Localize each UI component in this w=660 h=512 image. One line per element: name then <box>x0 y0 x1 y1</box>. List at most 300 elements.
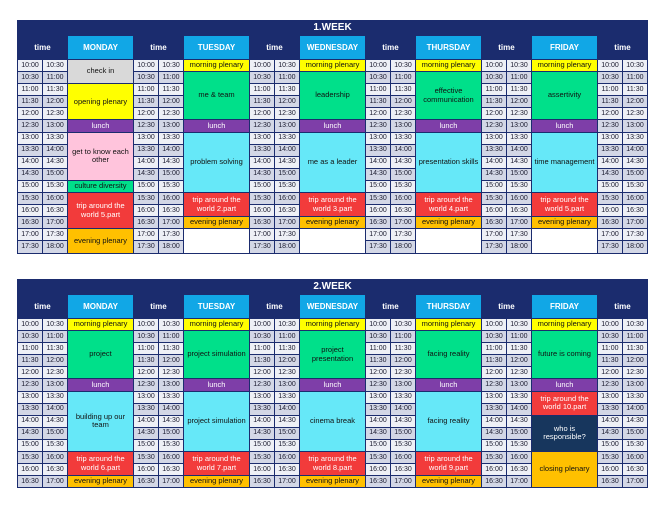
slot-end-time: 14:00 <box>623 144 648 156</box>
slot-start-time: 17:00 <box>598 229 623 241</box>
time-row <box>18 391 648 403</box>
time-header: time <box>18 295 68 319</box>
slot-end-time: 16:30 <box>391 464 416 476</box>
session-cell: trip around the world 6.part <box>68 452 134 476</box>
slot-end-time: 13:00 <box>623 120 648 132</box>
slot-start-time: 13:00 <box>250 132 275 144</box>
day-header-thursday: THURSDAY <box>416 295 482 319</box>
slot-start-time: 16:00 <box>18 464 43 476</box>
slot-start-time: 14:00 <box>250 156 275 168</box>
slot-end-time: 12:00 <box>507 96 532 108</box>
slot-end-time: 10:30 <box>623 60 648 72</box>
slot-end-time: 14:00 <box>275 144 300 156</box>
slot-start-time: 10:30 <box>134 72 159 84</box>
slot-start-time: 14:30 <box>598 168 623 180</box>
time-header: time <box>18 36 68 60</box>
slot-end-time: 13:30 <box>275 391 300 403</box>
slot-start-time: 17:00 <box>134 229 159 241</box>
slot-start-time: 11:00 <box>250 84 275 96</box>
slot-start-time: 11:00 <box>18 343 43 355</box>
slot-end-time: 13:00 <box>275 120 300 132</box>
slot-end-time: 15:00 <box>43 168 68 180</box>
slot-start-time: 11:00 <box>598 84 623 96</box>
slot-end-time: 11:30 <box>275 343 300 355</box>
slot-start-time: 13:30 <box>250 403 275 415</box>
slot-end-time: 17:30 <box>275 229 300 241</box>
slot-end-time: 11:30 <box>623 343 648 355</box>
slot-end-time: 15:30 <box>507 180 532 192</box>
slot-start-time: 12:30 <box>18 379 43 391</box>
slot-end-time: 11:30 <box>623 84 648 96</box>
slot-start-time: 14:30 <box>482 427 507 439</box>
slot-end-time: 15:00 <box>623 427 648 439</box>
slot-start-time: 14:00 <box>366 156 391 168</box>
slot-start-time: 12:00 <box>250 367 275 379</box>
time-row <box>18 331 648 343</box>
slot-end-time: 12:00 <box>43 355 68 367</box>
slot-start-time: 16:30 <box>482 217 507 229</box>
slot-start-time: 12:30 <box>598 379 623 391</box>
slot-start-time: 13:00 <box>18 391 43 403</box>
slot-start-time: 14:00 <box>366 415 391 427</box>
slot-start-time: 13:30 <box>18 403 43 415</box>
week-2-body <box>18 280 648 488</box>
slot-end-time: 13:00 <box>623 379 648 391</box>
slot-end-time: 17:00 <box>159 217 184 229</box>
slot-end-time: 14:00 <box>507 144 532 156</box>
slot-start-time: 10:00 <box>598 60 623 72</box>
slot-end-time: 13:30 <box>391 391 416 403</box>
slot-start-time: 15:30 <box>366 452 391 464</box>
slot-end-time: 15:00 <box>275 168 300 180</box>
slot-end-time: 16:00 <box>507 193 532 205</box>
slot-start-time: 11:00 <box>134 343 159 355</box>
slot-start-time: 11:30 <box>134 355 159 367</box>
slot-start-time: 10:30 <box>598 72 623 84</box>
slot-end-time: 11:30 <box>159 343 184 355</box>
slot-end-time: 16:00 <box>43 193 68 205</box>
slot-end-time: 16:30 <box>159 205 184 217</box>
slot-start-time: 14:00 <box>598 156 623 168</box>
slot-end-time: 17:00 <box>623 217 648 229</box>
slot-end-time: 13:00 <box>43 120 68 132</box>
slot-start-time: 16:00 <box>366 205 391 217</box>
slot-start-time: 13:00 <box>366 132 391 144</box>
slot-start-time: 16:30 <box>598 476 623 488</box>
slot-end-time: 12:30 <box>159 108 184 120</box>
slot-start-time: 17:00 <box>250 229 275 241</box>
slot-start-time: 13:30 <box>482 144 507 156</box>
slot-end-time: 11:00 <box>507 72 532 84</box>
slot-start-time: 13:30 <box>598 403 623 415</box>
slot-end-time: 15:00 <box>391 168 416 180</box>
slot-end-time: 17:00 <box>623 476 648 488</box>
slot-start-time: 15:30 <box>250 193 275 205</box>
slot-start-time: 10:00 <box>18 60 43 72</box>
slot-start-time: 16:30 <box>598 217 623 229</box>
slot-start-time: 13:30 <box>134 403 159 415</box>
session-cell: lunch <box>532 120 598 132</box>
session-cell: evening plenary <box>532 217 598 229</box>
slot-end-time: 16:00 <box>391 193 416 205</box>
slot-start-time: 17:30 <box>598 241 623 253</box>
slot-start-time: 15:00 <box>366 180 391 192</box>
slot-start-time: 10:30 <box>134 331 159 343</box>
slot-start-time: 16:30 <box>18 476 43 488</box>
slot-start-time: 11:30 <box>366 355 391 367</box>
slot-end-time: 12:00 <box>507 355 532 367</box>
slot-end-time: 14:30 <box>391 156 416 168</box>
session-cell: culture diversity <box>68 180 134 192</box>
slot-end-time: 13:30 <box>391 132 416 144</box>
slot-end-time: 12:00 <box>391 355 416 367</box>
session-cell: project simulation <box>184 331 250 379</box>
slot-end-time: 10:30 <box>43 319 68 331</box>
day-header-tuesday: TUESDAY <box>184 295 250 319</box>
slot-start-time: 10:00 <box>482 319 507 331</box>
slot-start-time: 10:00 <box>134 319 159 331</box>
slot-start-time: 12:30 <box>250 120 275 132</box>
slot-start-time: 11:00 <box>134 84 159 96</box>
session-cell: lunch <box>68 379 134 391</box>
slot-end-time: 16:30 <box>275 464 300 476</box>
session-cell: get to know each other <box>68 132 134 180</box>
session-cell: facing reality <box>416 391 482 451</box>
slot-start-time: 16:00 <box>598 205 623 217</box>
slot-end-time: 14:30 <box>623 415 648 427</box>
slot-end-time: 10:30 <box>43 60 68 72</box>
day-header-monday: MONDAY <box>68 36 134 60</box>
slot-end-time: 13:30 <box>507 132 532 144</box>
slot-start-time: 12:30 <box>366 379 391 391</box>
session-cell: trip around the world 3.part <box>300 193 366 217</box>
session-cell: future is coming <box>532 331 598 379</box>
session-cell: trip around the world 8.part <box>300 452 366 476</box>
session-cell: evening plenary <box>416 217 482 229</box>
session-cell: evening plenary <box>68 476 134 488</box>
slot-start-time: 12:30 <box>598 120 623 132</box>
day-header-wednesday: WEDNESDAY <box>300 36 366 60</box>
session-cell: closing plenary <box>532 452 598 488</box>
slot-end-time: 12:00 <box>623 355 648 367</box>
slot-end-time: 12:00 <box>623 96 648 108</box>
slot-start-time: 13:00 <box>18 132 43 144</box>
slot-end-time: 11:00 <box>43 72 68 84</box>
slot-end-time: 15:30 <box>159 180 184 192</box>
slot-end-time: 10:30 <box>159 60 184 72</box>
slot-start-time: 10:00 <box>250 319 275 331</box>
slot-start-time: 16:00 <box>366 464 391 476</box>
session-cell: trip around the world 5.part <box>68 193 134 229</box>
slot-end-time: 18:00 <box>507 241 532 253</box>
slot-start-time: 17:30 <box>366 241 391 253</box>
slot-start-time: 16:00 <box>250 205 275 217</box>
session-cell: lunch <box>68 120 134 132</box>
session-cell: check in <box>68 60 134 84</box>
slot-end-time: 11:30 <box>159 84 184 96</box>
slot-end-time: 14:00 <box>43 144 68 156</box>
slot-end-time: 17:00 <box>391 476 416 488</box>
day-header-row <box>18 36 648 60</box>
slot-end-time: 16:00 <box>159 452 184 464</box>
slot-start-time: 10:00 <box>250 60 275 72</box>
slot-start-time: 14:30 <box>250 168 275 180</box>
slot-end-time: 17:30 <box>43 229 68 241</box>
slot-start-time: 10:00 <box>366 319 391 331</box>
slot-end-time: 12:30 <box>275 367 300 379</box>
slot-end-time: 16:00 <box>159 193 184 205</box>
slot-start-time: 14:00 <box>598 415 623 427</box>
slot-start-time: 14:00 <box>482 156 507 168</box>
slot-start-time: 10:30 <box>18 72 43 84</box>
slot-end-time: 11:00 <box>159 331 184 343</box>
slot-start-time: 15:00 <box>250 439 275 451</box>
slot-end-time: 13:00 <box>507 379 532 391</box>
slot-end-time: 16:30 <box>275 205 300 217</box>
slot-end-time: 16:30 <box>623 464 648 476</box>
slot-start-time: 15:00 <box>598 180 623 192</box>
slot-end-time: 17:00 <box>43 217 68 229</box>
week-title-row <box>18 280 648 295</box>
session-cell: me as a leader <box>300 132 366 192</box>
slot-end-time: 13:00 <box>43 379 68 391</box>
slot-start-time: 17:30 <box>250 241 275 253</box>
slot-end-time: 15:00 <box>623 168 648 180</box>
slot-end-time: 16:00 <box>391 452 416 464</box>
slot-start-time: 16:00 <box>482 464 507 476</box>
slot-end-time: 10:30 <box>623 319 648 331</box>
time-row <box>18 452 648 464</box>
slot-end-time: 13:00 <box>275 379 300 391</box>
slot-end-time: 11:30 <box>43 343 68 355</box>
slot-start-time: 15:30 <box>18 452 43 464</box>
slot-start-time: 12:00 <box>598 108 623 120</box>
day-header-friday: FRIDAY <box>532 36 598 60</box>
session-cell: morning plenary <box>184 319 250 331</box>
slot-end-time: 11:00 <box>507 331 532 343</box>
slot-start-time: 17:00 <box>482 229 507 241</box>
slot-start-time: 15:30 <box>482 452 507 464</box>
slot-start-time: 14:00 <box>18 156 43 168</box>
slot-end-time: 13:30 <box>275 132 300 144</box>
time-header: time <box>250 295 300 319</box>
slot-start-time: 12:00 <box>134 367 159 379</box>
slot-start-time: 12:30 <box>482 120 507 132</box>
slot-start-time: 10:30 <box>366 72 391 84</box>
slot-end-time: 16:00 <box>275 193 300 205</box>
slot-end-time: 14:00 <box>275 403 300 415</box>
slot-start-time: 11:00 <box>366 84 391 96</box>
slot-end-time: 12:00 <box>391 96 416 108</box>
slot-end-time: 14:30 <box>159 156 184 168</box>
session-cell: project <box>68 331 134 379</box>
slot-start-time: 11:00 <box>366 343 391 355</box>
session-cell: cinema break <box>300 391 366 451</box>
slot-start-time: 12:00 <box>482 108 507 120</box>
slot-start-time: 14:00 <box>250 415 275 427</box>
session-cell: time management <box>532 132 598 192</box>
slot-start-time: 12:30 <box>134 379 159 391</box>
slot-start-time: 14:30 <box>134 427 159 439</box>
slot-end-time: 15:30 <box>275 439 300 451</box>
slot-start-time: 14:00 <box>482 415 507 427</box>
slot-start-time: 13:00 <box>366 391 391 403</box>
slot-end-time: 12:30 <box>623 367 648 379</box>
slot-start-time: 17:30 <box>134 241 159 253</box>
slot-end-time: 12:30 <box>43 367 68 379</box>
session-cell: evening plenary <box>300 476 366 488</box>
slot-end-time: 16:30 <box>507 464 532 476</box>
slot-end-time: 18:00 <box>159 241 184 253</box>
slot-end-time: 13:30 <box>159 391 184 403</box>
slot-start-time: 15:30 <box>598 193 623 205</box>
slot-end-time: 12:00 <box>275 355 300 367</box>
slot-end-time: 14:30 <box>275 156 300 168</box>
slot-start-time: 13:00 <box>482 132 507 144</box>
time-row <box>18 379 648 391</box>
slot-end-time: 14:00 <box>623 403 648 415</box>
slot-start-time: 14:30 <box>366 168 391 180</box>
session-cell: morning plenary <box>300 319 366 331</box>
slot-start-time: 15:00 <box>134 180 159 192</box>
day-header-friday: FRIDAY <box>532 295 598 319</box>
slot-start-time: 13:30 <box>482 403 507 415</box>
slot-end-time: 10:30 <box>275 319 300 331</box>
time-row <box>18 132 648 144</box>
slot-end-time: 13:30 <box>623 132 648 144</box>
day-header-tuesday: TUESDAY <box>184 36 250 60</box>
slot-start-time: 15:00 <box>18 439 43 451</box>
week-2-schedule-table <box>17 279 648 488</box>
slot-start-time: 13:30 <box>250 144 275 156</box>
slot-end-time: 12:00 <box>43 96 68 108</box>
slot-start-time: 10:00 <box>134 60 159 72</box>
slot-start-time: 16:00 <box>598 464 623 476</box>
session-cell: morning plenary <box>184 60 250 72</box>
slot-end-time: 13:30 <box>43 391 68 403</box>
slot-end-time: 15:00 <box>275 427 300 439</box>
day-header-monday: MONDAY <box>68 295 134 319</box>
slot-end-time: 15:30 <box>43 180 68 192</box>
session-cell: trip around the world 4.part <box>416 193 482 217</box>
slot-start-time: 11:00 <box>482 343 507 355</box>
session-cell: who is responsible? <box>532 415 598 451</box>
slot-start-time: 11:30 <box>134 96 159 108</box>
slot-start-time: 11:00 <box>482 84 507 96</box>
slot-end-time: 17:00 <box>507 217 532 229</box>
slot-start-time: 14:30 <box>482 168 507 180</box>
slot-start-time: 13:30 <box>134 144 159 156</box>
session-cell: morning plenary <box>532 319 598 331</box>
slot-start-time: 11:00 <box>598 343 623 355</box>
session-cell: trip around the world 9.part <box>416 452 482 476</box>
slot-end-time: 17:30 <box>623 229 648 241</box>
slot-start-time: 13:30 <box>366 403 391 415</box>
slot-end-time: 15:00 <box>43 427 68 439</box>
slot-end-time: 15:30 <box>623 180 648 192</box>
slot-end-time: 11:00 <box>275 331 300 343</box>
day-header-thursday: THURSDAY <box>416 36 482 60</box>
slot-start-time: 16:30 <box>482 476 507 488</box>
slot-end-time: 15:00 <box>159 168 184 180</box>
slot-end-time: 14:00 <box>43 403 68 415</box>
slot-start-time: 12:00 <box>482 367 507 379</box>
slot-start-time: 16:00 <box>482 205 507 217</box>
slot-end-time: 12:30 <box>159 367 184 379</box>
slot-end-time: 12:30 <box>391 108 416 120</box>
slot-start-time: 10:30 <box>598 331 623 343</box>
slot-end-time: 14:30 <box>391 415 416 427</box>
slot-end-time: 17:00 <box>391 217 416 229</box>
slot-end-time: 14:30 <box>507 415 532 427</box>
slot-end-time: 12:30 <box>507 367 532 379</box>
slot-end-time: 18:00 <box>391 241 416 253</box>
slot-start-time: 15:00 <box>598 439 623 451</box>
day-header-row <box>18 295 648 319</box>
slot-end-time: 17:00 <box>275 476 300 488</box>
slot-end-time: 15:30 <box>623 439 648 451</box>
slot-end-time: 18:00 <box>623 241 648 253</box>
session-cell: morning plenary <box>300 60 366 72</box>
slot-end-time: 11:00 <box>623 331 648 343</box>
slot-start-time: 11:00 <box>18 84 43 96</box>
slot-end-time: 11:00 <box>391 331 416 343</box>
slot-start-time: 15:00 <box>482 180 507 192</box>
week-1-schedule-table <box>17 20 648 254</box>
slot-end-time: 10:30 <box>507 60 532 72</box>
session-cell <box>532 229 598 253</box>
slot-end-time: 14:00 <box>391 144 416 156</box>
time-header: time <box>598 295 648 319</box>
day-header-wednesday: WEDNESDAY <box>300 295 366 319</box>
slot-start-time: 10:00 <box>366 60 391 72</box>
slot-end-time: 13:00 <box>159 120 184 132</box>
slot-end-time: 13:00 <box>391 120 416 132</box>
slot-start-time: 16:30 <box>134 476 159 488</box>
slot-end-time: 14:30 <box>43 156 68 168</box>
slot-start-time: 10:30 <box>18 331 43 343</box>
time-header: time <box>482 36 532 60</box>
slot-start-time: 14:00 <box>134 415 159 427</box>
session-cell: trip around the world 2.part <box>184 193 250 217</box>
slot-end-time: 11:00 <box>623 72 648 84</box>
time-header: time <box>134 295 184 319</box>
slot-end-time: 16:30 <box>507 205 532 217</box>
slot-end-time: 11:00 <box>159 72 184 84</box>
slot-start-time: 16:30 <box>366 217 391 229</box>
slot-end-time: 15:00 <box>507 168 532 180</box>
slot-end-time: 16:00 <box>623 452 648 464</box>
slot-end-time: 14:30 <box>159 415 184 427</box>
slot-start-time: 12:30 <box>134 120 159 132</box>
slot-start-time: 11:30 <box>482 355 507 367</box>
slot-start-time: 14:00 <box>18 415 43 427</box>
slot-start-time: 17:00 <box>366 229 391 241</box>
slot-start-time: 14:30 <box>18 168 43 180</box>
time-header: time <box>482 295 532 319</box>
slot-start-time: 15:00 <box>366 439 391 451</box>
slot-end-time: 12:00 <box>159 355 184 367</box>
slot-end-time: 16:00 <box>43 452 68 464</box>
slot-end-time: 13:30 <box>43 132 68 144</box>
slot-start-time: 10:30 <box>366 331 391 343</box>
slot-start-time: 12:00 <box>598 367 623 379</box>
slot-start-time: 17:30 <box>18 241 43 253</box>
slot-start-time: 13:00 <box>482 391 507 403</box>
slot-end-time: 12:00 <box>159 96 184 108</box>
slot-start-time: 11:30 <box>250 96 275 108</box>
time-header: time <box>598 36 648 60</box>
